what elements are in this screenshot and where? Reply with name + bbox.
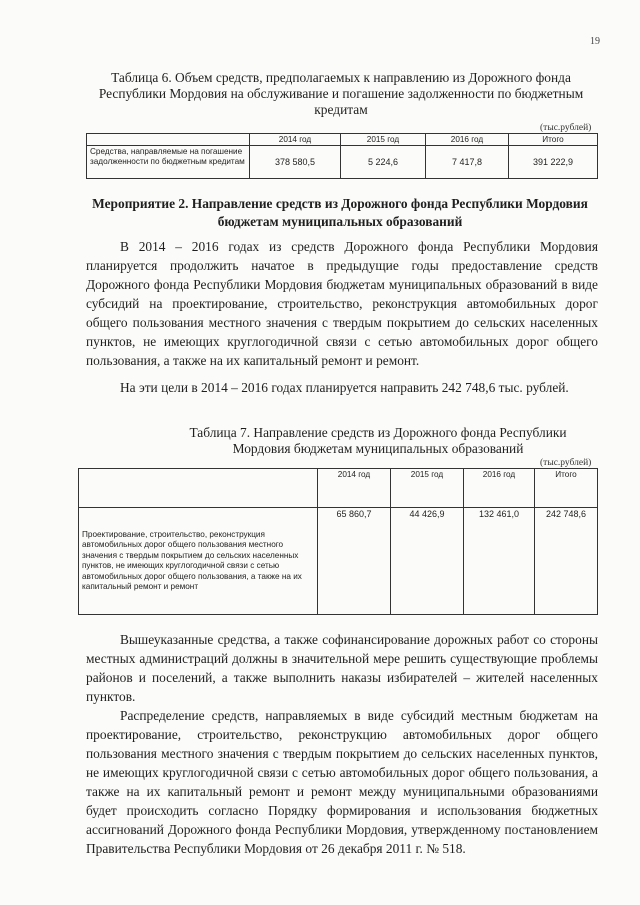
table7 [78,468,598,615]
table6-unit: (тыс.рублей) [540,123,592,133]
table-row [87,146,598,179]
table7-header-cell: 2015 год [391,469,464,508]
table6-header-cell [87,134,250,146]
table6-header-cell: 2016 год [426,134,509,146]
section-heading: Мероприятие 2. Направление средств из Дорожного фонда Республики Мордовия бюджетам муниципальных образований [92,196,588,229]
table7-header-cell: 2016 год [464,469,535,508]
paragraph: Вышеуказанные средства, а также софинансирование дорожных работ со стороны местных администраций должны в значительной мере решить существующие проблемы районов и поселений, а также выполнить наказы избирателей – жителей населенных пунктов. [86,632,598,704]
table6-value: 391 222,9 [509,146,598,179]
table6-value: 5 224,6 [341,146,426,179]
table6-value: 378 580,5 [250,146,341,179]
table7-header-cell: Итого [535,469,598,508]
table7-value: 242 748,6 [535,508,598,615]
paragraph: В 2014 – 2016 годах из средств Дорожного фонда Республики Мордовия планируется продолжить начатое в предыдущие годы предоставление средств Дорожного фонда Республики Мордовия бюджетам муниципальных образований в виде субсидий на проектирование, строительство, реконструкция автомобильных дорог общего пользования местного значения с твердым покрытием до сельских населенных пунктов, не имеющих круглогодичной связи с сетью автомобильных дорог общего пользования, а также на их капитальный ремонт и ремонт. [86,239,598,368]
table6-header-cell: 2015 год [341,134,426,146]
table6-title: Таблица 6. Объем средств, предполагаемых к направлению из Дорожного фонда Республики Мордовия на обслуживание и погашение задолженности по бюджетным кредитам [98,70,584,117]
paragraph: Распределение средств, направляемых в виде субсидий местным бюджетам на проектирование, строительство, реконструкцию автомобильных дорог общего пользования местного значения с твердым покрытием до сельских населенных пунктов, не имеющих круглогодичной связи с сетью автомобильных дорог общего пользования, а также на их капитальный ремонт и ремонт между муниципальными образованиями будет происходить согласно Порядку формирования и использования бюджетных ассигнований Дорожного фонда Республики Мордовия, утвержденному постановлением Правительства Республики Мордовия от 26 декабря 2011 г. № 518. [86,708,598,856]
table7-value: 44 426,9 [391,508,464,615]
table7-header-cell: 2014 год [318,469,391,508]
paragraph: На эти цели в 2014 – 2016 годах планируется направить 242 748,6 тыс. рублей. [120,380,569,395]
table7-unit: (тыс.рублей) [540,458,592,468]
page-number: 19 [590,36,600,47]
table-row [79,508,598,615]
table6 [86,133,598,179]
table7-title: Таблица 7. Направление средств из Дорожного фонда Республики Мордовия бюджетам муниципальных образований [189,425,567,456]
table6-value: 7 417,8 [426,146,509,179]
table7-header-cell [79,469,318,508]
table6-header-cell: Итого [509,134,598,146]
table7-value: 65 860,7 [318,508,391,615]
table7-header-row [79,469,598,508]
table6-header-cell: 2014 год [250,134,341,146]
table6-header-row [87,134,598,146]
table6-row-label: Средства, направляемые на погашение задолженности по бюджетным кредитам [87,146,250,179]
table7-value: 132 461,0 [464,508,535,615]
table7-row-label: Проектирование, строительство, реконструкция автомобильных дорог общего пользования местного значения с твердым покрытием до сельских населенных пунктов, не имеющих круглогодичной связи с сетью автомобильных дорог общего пользования, а также на их капитальный ремонт и ремонт [79,508,318,615]
